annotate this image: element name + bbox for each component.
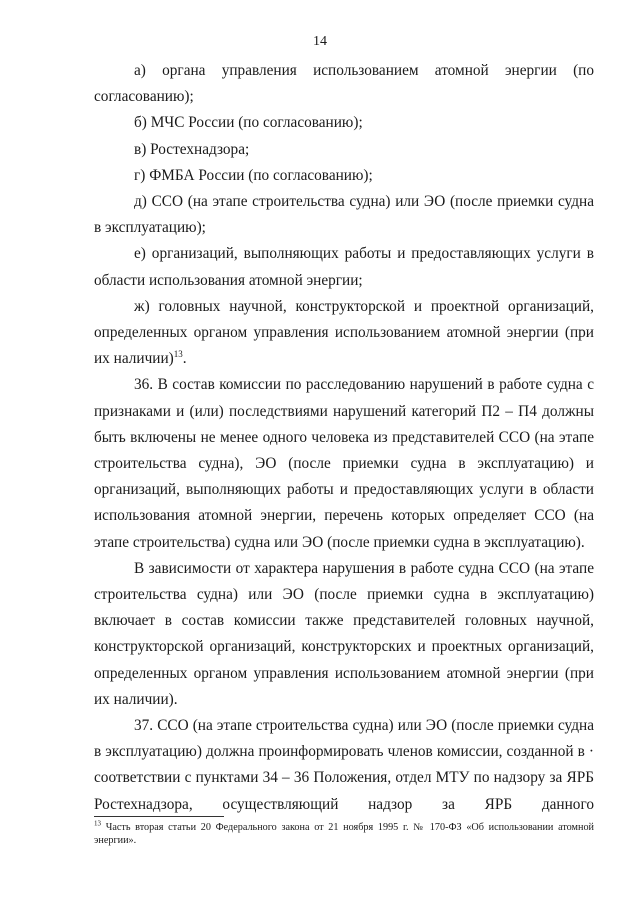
list-item-zh [94,294,594,373]
footnote-separator [94,816,224,817]
document-body [94,58,594,818]
footnote-text: Часть вторая статьи 20 Федерального закона от 21 ноября 1995 г. № 170-ФЗ «Об использовании атомной энергии». [94,822,594,846]
section-36-paragraph-1: 36. В состав комиссии по расследованию нарушений в работе судна с признаками и (или) последствиями нарушений категорий П2 – П4 должны быть включены не менее одного человека из представителей ССО (на этапе строительства судна), ЭО (после приемки судна в эксплуатацию) и организаций, выполняющих работы и предоставляющих услуги в области использования атомной энергии, перечень которых определяет ССО (на этапе строительства) судна или ЭО (после приемки судна в эксплуатацию). [94,376,594,551]
list-item-d: д) ССО (на этапе строительства судна) или ЭО (после приемки судна в эксплуатацию); [94,193,594,237]
footnote-number: 13 [94,819,101,828]
list-item-a: а) органа управления использованием атомной энергии (по согласованию); [94,62,594,106]
list-item-g: г) ФМБА России (по согласованию); [134,166,373,184]
section-37-paragraph-1: 37. ССО (на этапе строительства судна) или ЭО (после приемки судна в эксплуатацию) должна проинформировать членов комиссии, созданной в · соответствии с пунктами 34 – 36 Положения, отдел МТУ по надзору за ЯРБ Ростехнадзора, осуществляющий надзор за ЯРБ данного [94,717,594,813]
list-item-zh-text: ж) головных научной, конструкторской и проектной организаций, определенных органом управления использованием атомной энергии (при их наличии) [94,297,594,368]
list-item-b: б) МЧС России (по согласованию); [134,114,363,132]
section-36-paragraph-2: В зависимости от характера нарушения в работе судна ССО (на этапе строительства судна) или ЭО (после приемки судна в эксплуатацию) включает в состав комиссии также представителей головных научной, конструкторской организаций, конструкторских и проектных организаций, определенных органом управления использованием атомной энергии (при их наличии). [94,559,594,708]
page-number: 14 [313,34,327,49]
footnote-ref: 13 [173,349,183,360]
list-item-e: е) организаций, выполняющих работы и предоставляющих услуги в области использования атомной энергии; [94,245,594,289]
list-item-v: в) Ростехнадзора; [134,140,250,158]
footnote [94,821,594,847]
list-item-zh-tail: . [182,350,187,368]
